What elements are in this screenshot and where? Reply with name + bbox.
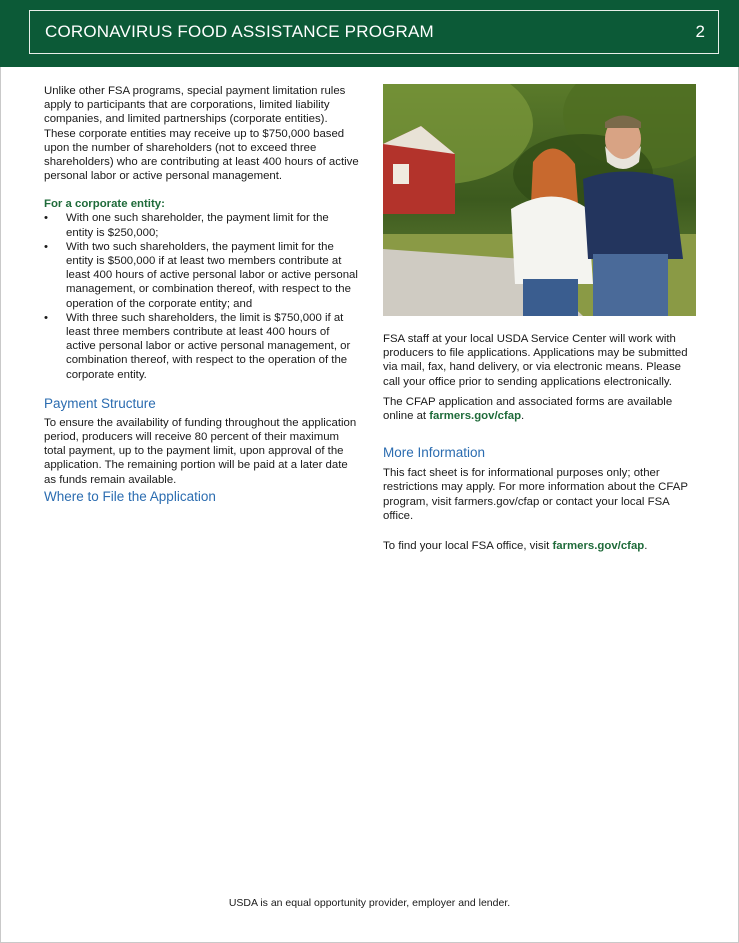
left-column	[44, 84, 359, 505]
page-number: 2	[695, 22, 705, 41]
list-item	[44, 240, 359, 311]
corporate-entity-heading: For a corporate entity:	[44, 198, 165, 211]
more-information-paragraph: This fact sheet is for informational purposes only; other restrictions may apply. For more information about the CFAP program, visit farmers.gov/cfap or contact your local FSA office.	[383, 467, 688, 522]
where-to-file-heading: Where to File the Application	[44, 488, 216, 504]
find-office-text: To find your local FSA office, visit	[383, 540, 553, 553]
find-office-link[interactable]: farmers.gov/cfap	[552, 540, 645, 553]
find-office-period: .	[644, 540, 648, 553]
cfap-link[interactable]: farmers.gov/cfap	[429, 410, 522, 423]
page-title: CORONAVIRUS FOOD ASSISTANCE PROGRAM	[45, 22, 434, 41]
more-information-heading: More Information	[383, 445, 486, 461]
list-item	[44, 211, 359, 239]
header-bar	[0, 0, 739, 67]
cfap-text: The CFAP application and associated forms are available online at	[383, 395, 673, 423]
payment-structure-heading: Payment Structure	[44, 395, 156, 411]
cfap-paragraph	[383, 395, 698, 423]
list-item-text: With one such shareholder, the payment limit for the entity is $250,000;	[66, 212, 329, 239]
staff-paragraph: FSA staff at your local USDA Service Center will work with producers to file applications. Applications may be submitted via mail, fax, hand delivery, or via electronic means. Please call your office prior to sending applications electronically.	[383, 333, 688, 388]
farmers-photo	[383, 84, 696, 316]
bullet-icon: •	[44, 240, 48, 253]
list-item	[44, 311, 359, 382]
corporate-entity-list	[44, 211, 359, 381]
right-column	[383, 84, 698, 553]
intro-paragraph: Unlike other FSA programs, special payment limitation rules apply to participants that are corporations, limited liability companies, and limited partnerships (corporate entities). These corporate entities may receive up to $750,000 based upon the number of shareholders (not to exceed three shareholders) who are contributing at least 400 hours of active personal labor or active personal management.	[44, 85, 359, 183]
footer-text: USDA is an equal opportunity provider, employer and lender.	[228, 897, 511, 909]
find-office-paragraph	[383, 539, 698, 553]
bullet-icon: •	[44, 212, 48, 225]
payment-structure-paragraph: To ensure the availability of funding throughout the application period, producers will receive 80 percent of their maximum total payment, up to the payment limit, upon approval of the application. The remaining portion will be paid at a later date as funds remain available.	[44, 416, 357, 486]
list-item-text: With two such shareholders, the payment limit for the entity is $500,000 if at least two members contribute at least 400 hours of active personal labor or active personal management, or combination thereof, with respect to the operation of the corporate entity; and	[66, 240, 358, 310]
cfap-period: .	[521, 410, 525, 423]
bullet-icon: •	[44, 311, 48, 324]
list-item-text: With three such shareholders, the limit is $750,000 if at least three members contribute at least 400 hours of active personal labor or active personal management, or combination thereof, with respect to the operation of the corporate entity.	[66, 311, 351, 381]
header-frame	[29, 10, 719, 54]
